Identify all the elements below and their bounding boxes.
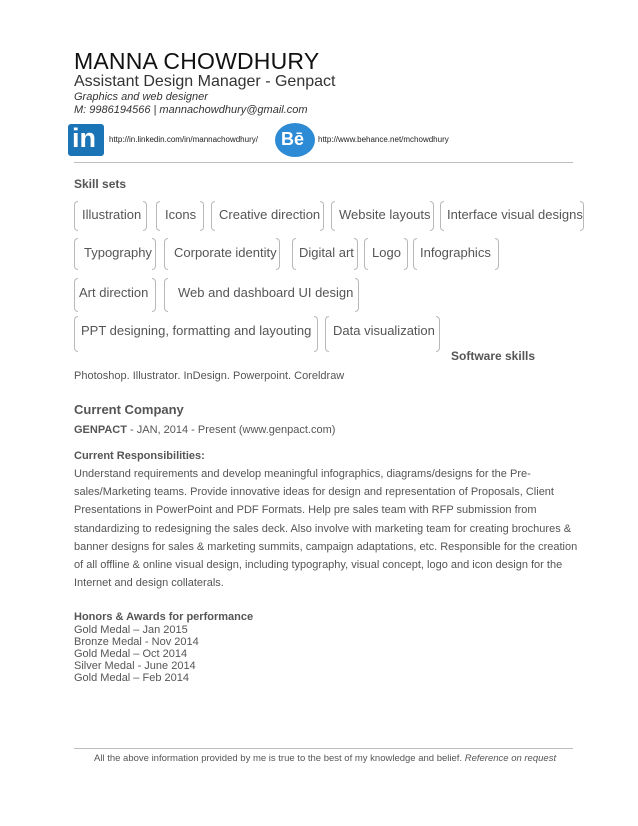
behance-link[interactable]: http://www.behance.net/mchowdhury <box>318 135 449 144</box>
bracket-right <box>355 278 359 312</box>
bracket-left <box>164 238 168 270</box>
skill-tag: Data visualization <box>333 323 435 338</box>
linkedin-link[interactable]: http://in.linkedin.com/in/mannachowdhury/ <box>109 135 258 144</box>
name-title: MANNA CHOWDHURY <box>74 48 320 74</box>
skill-tag: Icons <box>165 207 197 222</box>
skill-tag: Art direction <box>79 285 149 300</box>
bracket-right <box>430 201 434 231</box>
skill-tag: Web and dashboard UI design <box>178 285 354 300</box>
bracket-left <box>413 238 417 270</box>
bracket-right <box>276 238 280 270</box>
bracket-right <box>404 238 408 270</box>
linkedin-icon[interactable] <box>68 124 104 156</box>
responsibilities-heading: Current Responsibilities: <box>74 450 205 462</box>
divider-top <box>74 162 573 163</box>
bracket-left <box>364 238 368 270</box>
linkedin-icon-text: in <box>72 123 96 153</box>
bracket-right <box>320 201 324 231</box>
bracket-right <box>152 238 156 270</box>
bracket-left <box>74 316 78 352</box>
behance-icon-text: Bē <box>281 129 305 149</box>
skill-tag: Infographics <box>420 245 491 260</box>
skill-tag: Logo <box>372 245 401 260</box>
bracket-left <box>74 278 78 312</box>
behance-icon[interactable] <box>275 123 315 157</box>
bracket-left <box>211 201 215 231</box>
bracket-right <box>495 238 499 270</box>
bracket-left <box>74 238 78 270</box>
skill-tag: Corporate identity <box>174 245 277 260</box>
footer-italic: Reference on request <box>464 753 557 764</box>
divider-bottom <box>74 748 573 749</box>
tagline: Graphics and web designer <box>74 91 208 103</box>
bracket-right <box>580 201 584 231</box>
company-name: GENPACT <box>74 424 127 436</box>
bracket-left <box>74 201 78 231</box>
award-item: Bronze Medal - Nov 2014 <box>74 636 199 648</box>
honors-heading: Honors & Awards for performance <box>74 611 254 623</box>
footer <box>94 753 556 764</box>
company-heading: Current Company <box>74 402 184 417</box>
footer-text: All the above information provided by me is true to the best of my knowledge and belief. <box>94 753 465 764</box>
skill-tag: PPT designing, formatting and layouting <box>81 323 312 338</box>
skill-tag: Creative direction <box>219 207 321 222</box>
bracket-left <box>156 201 160 231</box>
contact-info: M: 9986194566 | mannachowdhury@gmail.com <box>74 104 308 116</box>
bracket-right <box>152 278 156 312</box>
bracket-right <box>314 316 318 352</box>
skill-tag: Illustration <box>82 207 142 222</box>
award-item: Gold Medal – Oct 2014 <box>74 648 188 660</box>
award-item: Gold Medal – Jan 2015 <box>74 624 188 636</box>
bracket-left <box>440 201 444 231</box>
company-line <box>74 424 335 436</box>
bracket-right <box>354 238 358 270</box>
award-item: Gold Medal – Feb 2014 <box>74 672 189 684</box>
bracket-right <box>436 316 440 352</box>
skill-tag: Website layouts <box>339 207 431 222</box>
company-period: - JAN, 2014 - Present (www.genpact.com) <box>126 424 336 436</box>
award-item: Silver Medal - June 2014 <box>74 660 196 672</box>
skill-tag: Digital art <box>299 245 354 260</box>
bracket-left <box>164 278 168 312</box>
skill-tag: Interface visual designs <box>447 207 583 222</box>
skill-tag: Typography <box>84 245 152 260</box>
skills-heading: Skill sets <box>74 177 127 191</box>
bracket-left <box>325 316 329 352</box>
software-list: Photoshop. Illustrator. InDesign. Powerpoint. Coreldraw <box>74 370 345 382</box>
software-heading: Software skills <box>451 349 536 363</box>
bracket-right <box>143 201 147 231</box>
job-role: Assistant Design Manager - Genpact <box>74 73 336 90</box>
bracket-left <box>331 201 335 231</box>
responsibilities-text: Understand requirements and develop meaningful infographics, diagrams/designs for the Pre-sales/Marketing teams. Provide innovative ideas for design and representation of Proposals, Client Presentations in PowerPoint and PDF Formats. Help pre sales team with RFP submission from standardizing to redesigning the sales deck. Also involve with marketing team for creating brochures & banner designs for sales & marketing summits, campaign adaptations, etc. Responsible for the creation of all offline & online visual design, including typography, visual concept, logo and icon design for the Internet and design collaterals. <box>74 468 578 590</box>
bracket-left <box>292 238 296 270</box>
bracket-right <box>200 201 204 231</box>
